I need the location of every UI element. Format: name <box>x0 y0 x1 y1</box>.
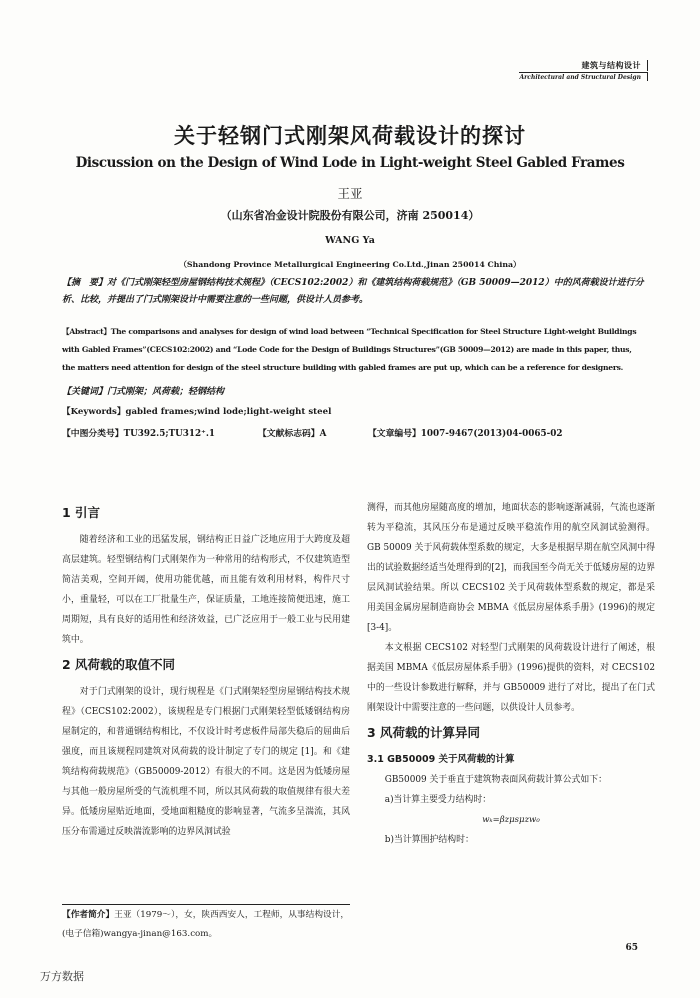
section-1-paragraph: 随着经济和工业的迅猛发展，钢结构正日益广泛地应用于大跨度及超高层建筑。轻型钢结构门式刚架作为一种常用的结构形式，不仅建筑造型简洁美观，空间开阔，使用功能优越，而且能有效利用材料，构件尺寸小，重量轻，可以在工厂批量生产，保证质量，工地连接简便迅速，施工周期短，具有良好的适用性和经济效益，已广泛应用于一般工业与民用建筑中。 <box>62 535 350 645</box>
document-code: 【文献标志码】A <box>258 429 327 439</box>
footnote-text: 王亚（1979～），女，陕西西安人，工程师，从事结构设计，(电子信箱)wangya-jinan@163.com。 <box>62 910 350 939</box>
section-3-1-paragraph: GB50009 关于垂直于建筑物表面风荷载计算公式如下： <box>384 775 607 785</box>
watermark: 万方数据 <box>40 970 84 983</box>
section-3-heading: 3 风荷载的计算异同 <box>367 725 481 740</box>
footnote-label: 【作者简介】 <box>62 910 115 920</box>
section-2-heading: 2 风荷载的取值不同 <box>62 657 176 672</box>
journal-header <box>519 60 648 81</box>
abstract-en-text: The comparisons and analyses for design of wind load between “Technical Specification for Steel Structure Light-weight Buildings with Gabled Frames”(CECS102:2002) and “Lode Code for the Design of Buildings Structures”(GB 50009—2012) are made in this paper, thus, the matters need attention for design of the steel structure building with gabled frames are put up, which can be a reference for designers. <box>62 327 637 372</box>
abstract-cn-text: 对《门式刚架轻型房屋钢结构技术规程》（CECS102:2002）和《建筑结构荷载规范》（GB 50009—2012）中的风荷载设计进行分析、比较，并提出了门式刚架设计中需要注意的一些问题，供设计人员参考。 <box>62 278 644 305</box>
keywords-cn-text: 门式刚架；风荷载；轻钢结构 <box>107 387 225 397</box>
clc-number: 【中图分类号】TU392.5;TU312⁺.1 <box>62 429 215 439</box>
abstract-en <box>62 323 647 377</box>
section-2-paragraph-2: 本文根据 CECS102 对轻型门式刚架的风荷载设计进行了阐述，根据美国 MBMA《低层房屋体系手册》(1996)提供的资料，对 CECS102 中的一些设计参数进行解释，并与 GB50009 进行了对比，提出了在门式刚架设计中需要注意的一些问题，以供设计人员参考。 <box>367 643 655 713</box>
abstract-cn-label: 【摘 要】 <box>62 278 108 288</box>
abstract-cn <box>62 275 647 309</box>
author-footnote <box>62 904 350 944</box>
author-en: WANG Ya <box>325 235 375 246</box>
section-3-1-heading: 3.1 GB50009 关于风荷载的计算 <box>367 754 515 765</box>
keywords-en-label: 【Keywords】 <box>62 407 126 417</box>
left-column <box>62 498 350 842</box>
title-en: Discussion on the Design of Wind Lode in Light-weight Steel Gabled Frames <box>75 155 625 171</box>
section-2-paragraph: 对于门式刚架的设计，现行规程是《门式刚架轻型房屋钢结构技术规程》（CECS102:2002），该规程是专门根据门式刚架轻型低矮钢结构房屋制定的，和普通钢结构相比，不仅设计时考虑板件局部失稳后的屈曲后强度，而且该规程同建筑对风荷载的设计制定了专门的规定 [1]。和《建筑结构荷载规范》（GB50009-2012）有很大的不同。这是因为低矮房屋与其他一般房屋所受的气流机理不同，所以其风荷载的取值规律有很大差异。低矮房屋贴近地面，受地面粗糙度的影响显著，气流多呈湍流，其风压分布需通过反映湍流影响的边界风洞试验 <box>62 687 350 837</box>
abstract-en-label: 【Abstract】 <box>62 327 111 336</box>
wind-load-formula: wₖ=βzμsμzw₀ <box>482 815 540 825</box>
author-cn: 王亚 <box>337 186 363 201</box>
journal-name-cn: 建筑与结构设计 <box>519 60 648 71</box>
page-number: 65 <box>625 943 638 953</box>
journal-name-en: Architectural and Structural Design <box>519 72 648 81</box>
keywords-en <box>62 404 647 421</box>
affiliation-cn: （山东省冶金设计院股份有限公司，济南 250014） <box>220 209 480 222</box>
keywords-cn-label: 【关键词】 <box>62 387 108 397</box>
section-3-1-item-a: a)当计算主要受力结构时： <box>384 795 492 805</box>
keywords-cn <box>62 384 647 401</box>
affiliation-en: （Shandong Province Metallurgical Engineering Co.Ltd.,Jinan 250014 China） <box>179 260 521 269</box>
right-column <box>367 498 655 850</box>
section-3-1-item-b: b)当计算围护结构时： <box>384 835 474 845</box>
section-2-paragraph-continued: 测得，而其他房屋随高度的增加，地面状态的影响逐渐减弱，气流也逐渐转为平稳流，其风压分布是通过反映平稳流作用的航空风洞试验测得。GB 50009 关于风荷载体型系数的规定，大多是根据早期在航空风洞中得出的试验数据经适当处理得到的[2]，而我国至今尚无关于低矮房屋的边界层风洞试验结果。所以 CECS102 关于风荷载体型系数的规定，都是采用美国金属房屋制造商协会 MBMA《低层房屋体系手册》(1996)的规定[3-4]。 <box>367 503 655 633</box>
article-number: 【文章编号】1007-9467(2013)04-0065-02 <box>368 429 563 439</box>
keywords-en-text: gabled frames;wind lode;light-weight steel <box>125 407 332 417</box>
title-cn: 关于轻钢门式刚架风荷载设计的探讨 <box>174 124 526 148</box>
section-1-heading: 1 引言 <box>62 505 101 520</box>
